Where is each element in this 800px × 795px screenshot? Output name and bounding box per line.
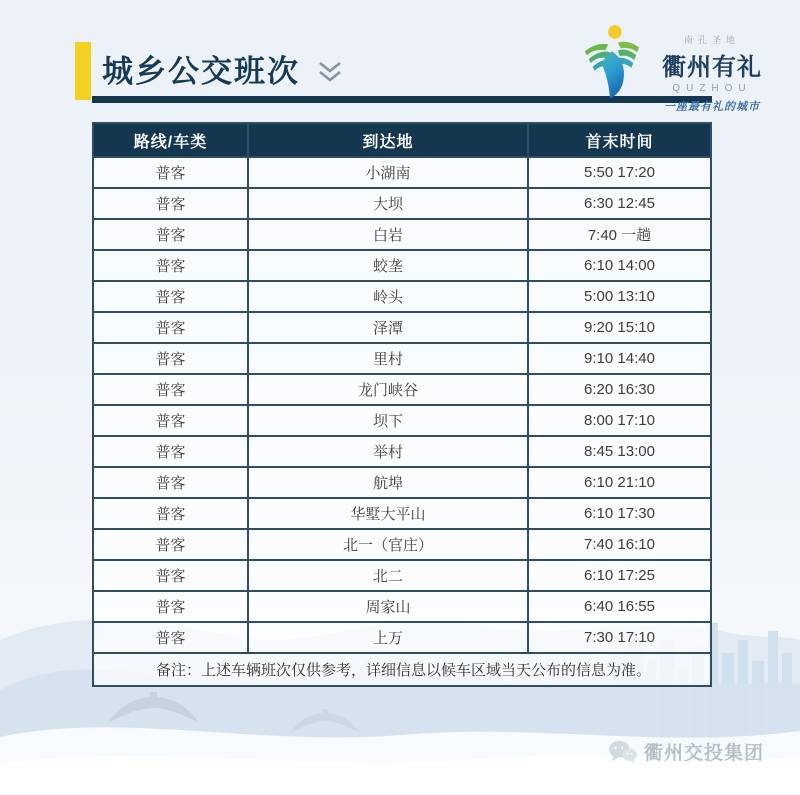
- logo-tagline: 南孔圣地: [683, 35, 740, 45]
- route-type-cell: 普客: [93, 560, 248, 591]
- destination-cell: 泽潭: [248, 312, 528, 343]
- times-cell: 9:10 14:40: [528, 343, 711, 374]
- header-times: 首末时间: [528, 123, 711, 157]
- destination-cell: 周家山: [248, 591, 528, 622]
- route-type-cell: 普客: [93, 281, 248, 312]
- table-row: [93, 281, 711, 312]
- destination-cell: 北二: [248, 560, 528, 591]
- route-type-cell: 普客: [93, 498, 248, 529]
- times-cell: 5:50 17:20: [528, 157, 711, 188]
- times-cell: 9:20 15:10: [528, 312, 711, 343]
- times-cell: 7:40 一趟: [528, 219, 711, 250]
- table-row: [93, 312, 711, 343]
- destination-cell: 岭头: [248, 281, 528, 312]
- watermark-text: 衢州交投集团: [644, 743, 765, 764]
- route-type-cell: 普客: [93, 436, 248, 467]
- table-row: [93, 343, 711, 374]
- destination-cell: 航埠: [248, 467, 528, 498]
- table-row: [93, 467, 711, 498]
- double-chevron-down-icon: [314, 60, 346, 84]
- route-type-cell: 普客: [93, 250, 248, 281]
- logo-slogan: 一座最有礼的城市: [664, 100, 760, 113]
- times-cell: 6:30 12:45: [528, 188, 711, 219]
- table-row: [93, 436, 711, 467]
- route-type-cell: 普客: [93, 591, 248, 622]
- table-row: [93, 188, 711, 219]
- route-type-cell: 普客: [93, 219, 248, 250]
- destination-cell: 上万: [248, 622, 528, 653]
- destination-cell: 举村: [248, 436, 528, 467]
- times-cell: 6:10 17:30: [528, 498, 711, 529]
- page-header: [75, 42, 346, 100]
- destination-cell: 北一（官庄）: [248, 529, 528, 560]
- route-type-cell: 普客: [93, 188, 248, 219]
- destination-cell: 白岩: [248, 219, 528, 250]
- times-cell: 6:10 21:10: [528, 467, 711, 498]
- times-cell: 8:45 13:00: [528, 436, 711, 467]
- table-row: [93, 219, 711, 250]
- watermark: [608, 738, 764, 765]
- table-row: [93, 591, 711, 622]
- route-type-cell: 普客: [93, 343, 248, 374]
- logo-brand: 衢州有礼: [662, 54, 762, 81]
- page-title: 城乡公交班次: [102, 54, 300, 89]
- times-cell: 6:10 17:25: [528, 560, 711, 591]
- header-destination: 到达地: [248, 123, 528, 157]
- route-type-cell: 普客: [93, 374, 248, 405]
- destination-cell: 小湖南: [248, 157, 528, 188]
- table-row: [93, 405, 711, 436]
- table-header-row: [93, 123, 711, 157]
- destination-cell: 蛟垄: [248, 250, 528, 281]
- schedule-table: [92, 122, 712, 687]
- header-route-type: 路线/车类: [93, 123, 248, 157]
- times-cell: 7:40 16:10: [528, 529, 711, 560]
- route-type-cell: 普客: [93, 622, 248, 653]
- table-row: [93, 560, 711, 591]
- logo-brand-en: QUZHOU: [672, 83, 752, 94]
- table-row: [93, 622, 711, 653]
- times-cell: 7:30 17:10: [528, 622, 711, 653]
- table-note: 备注：上述车辆班次仅供参考，详细信息以候车区域当天公布的信息为准。: [93, 653, 711, 686]
- route-type-cell: 普客: [93, 529, 248, 560]
- destination-cell: 龙门峡谷: [248, 374, 528, 405]
- logo-text-block: [647, 22, 777, 114]
- quzhou-logo-mark-icon: [581, 22, 643, 100]
- table-row: [93, 157, 711, 188]
- destination-cell: 大坝: [248, 188, 528, 219]
- destination-cell: 坝下: [248, 405, 528, 436]
- wechat-icon: [608, 739, 638, 765]
- times-cell: 6:40 16:55: [528, 591, 711, 622]
- quzhou-logo: [581, 22, 781, 114]
- route-type-cell: 普客: [93, 405, 248, 436]
- table-row: [93, 529, 711, 560]
- times-cell: 5:00 13:10: [528, 281, 711, 312]
- schedule-table-container: [92, 122, 710, 687]
- table-note-row: [93, 653, 711, 686]
- table-row: [93, 374, 711, 405]
- times-cell: 6:20 16:30: [528, 374, 711, 405]
- title-accent-bar: [75, 42, 91, 100]
- route-type-cell: 普客: [93, 312, 248, 343]
- times-cell: 8:00 17:10: [528, 405, 711, 436]
- destination-cell: 里村: [248, 343, 528, 374]
- route-type-cell: 普客: [93, 157, 248, 188]
- times-cell: 6:10 14:00: [528, 250, 711, 281]
- table-row: [93, 250, 711, 281]
- destination-cell: 华墅大平山: [248, 498, 528, 529]
- route-type-cell: 普客: [93, 467, 248, 498]
- table-row: [93, 498, 711, 529]
- schedule-table-body: [93, 157, 711, 653]
